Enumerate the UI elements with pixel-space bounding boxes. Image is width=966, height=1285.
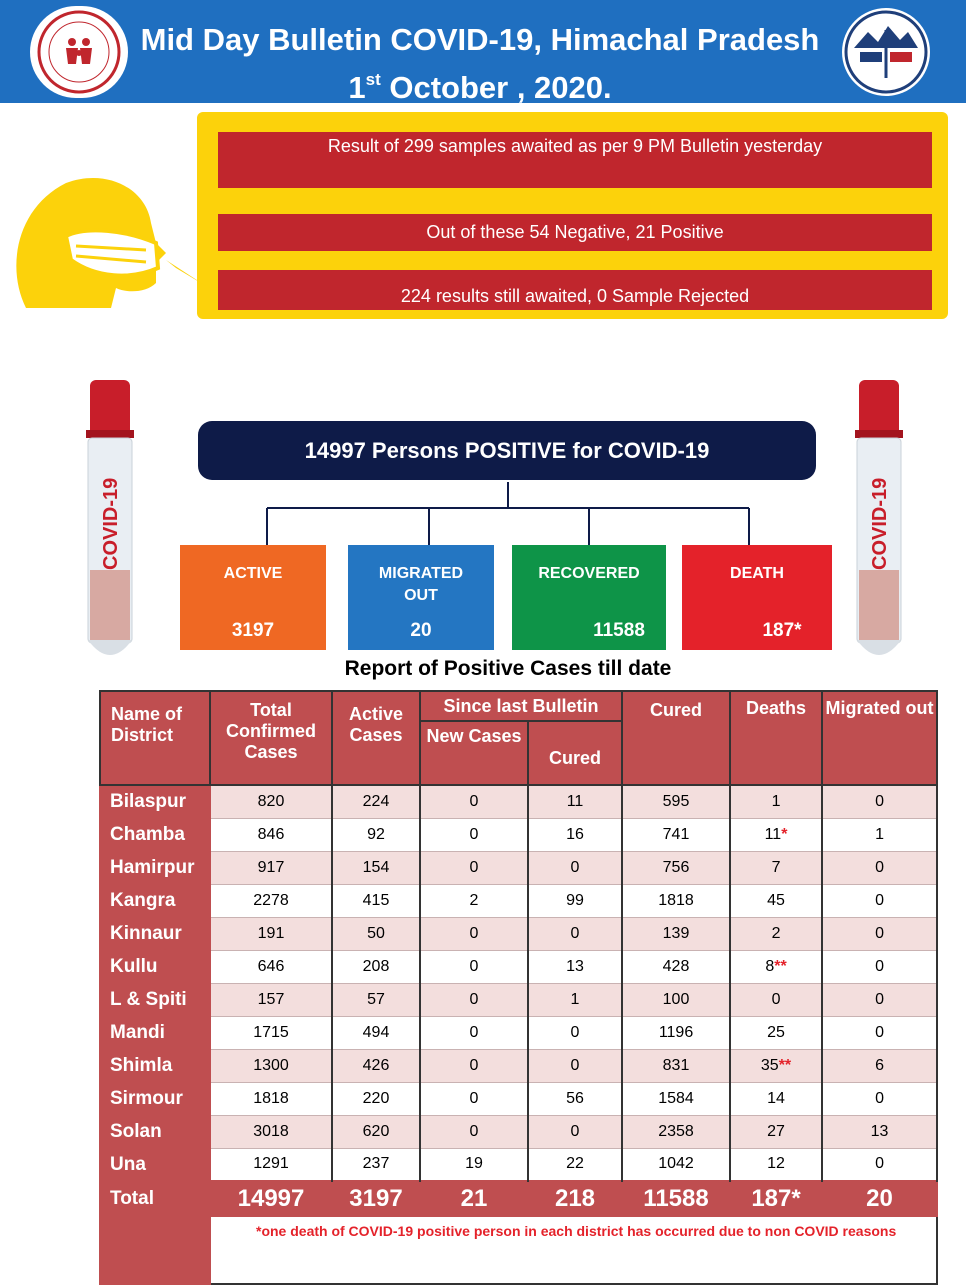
migrated-label-line1: MIGRATED bbox=[378, 565, 464, 582]
table-row bbox=[100, 1049, 937, 1082]
deaths-value: 7 bbox=[771, 858, 781, 876]
cured-cell: 1042 bbox=[622, 1148, 730, 1181]
since-cured-cell: 16 bbox=[528, 818, 622, 851]
total-active-cases-cell: 3197 bbox=[332, 1181, 420, 1216]
district-name-cell: Mandi bbox=[100, 1016, 210, 1049]
migrated-out-cell: 0 bbox=[822, 983, 937, 1016]
total-confirmed-cell: 2278 bbox=[210, 884, 332, 917]
header-district: Name of District bbox=[100, 691, 210, 785]
deaths-value: 2 bbox=[771, 924, 781, 942]
cured-cell: 831 bbox=[622, 1049, 730, 1082]
migrated-out-cell: 0 bbox=[822, 917, 937, 950]
since-cured-cell: 11 bbox=[528, 785, 622, 818]
total-migrated-out-cell: 20 bbox=[822, 1181, 937, 1216]
cured-cell: 1196 bbox=[622, 1016, 730, 1049]
deaths-value: 14 bbox=[767, 1089, 785, 1107]
migrated-out-cell: 0 bbox=[822, 785, 937, 818]
table-row bbox=[100, 818, 937, 851]
header-new-cases: New Cases bbox=[420, 721, 528, 785]
header-since-last-bulletin: Since last Bulletin bbox=[420, 691, 622, 721]
deaths-cell bbox=[730, 1049, 822, 1082]
bulletin-title: Mid Day Bulletin COVID-19, Himachal Pradesh bbox=[140, 22, 820, 57]
since-cured-cell: 0 bbox=[528, 851, 622, 884]
new-cases-cell: 0 bbox=[420, 818, 528, 851]
since-cured-cell: 0 bbox=[528, 1016, 622, 1049]
deaths-cell bbox=[730, 983, 822, 1016]
total-confirmed-cell: 820 bbox=[210, 785, 332, 818]
since-cured-cell: 0 bbox=[528, 1049, 622, 1082]
cured-cell: 2358 bbox=[622, 1115, 730, 1148]
table-row bbox=[100, 950, 937, 983]
total-confirmed-cell: 1818 bbox=[210, 1082, 332, 1115]
active-cases-cell: 426 bbox=[332, 1049, 420, 1082]
total-cured-cell: 11588 bbox=[622, 1181, 730, 1216]
cured-cell: 139 bbox=[622, 917, 730, 950]
cured-cell: 428 bbox=[622, 950, 730, 983]
header-since-cured: Cured bbox=[528, 721, 622, 785]
active-cases-cell: 208 bbox=[332, 950, 420, 983]
migrated-label bbox=[348, 563, 494, 607]
header-active-cases: Active Cases bbox=[332, 691, 420, 785]
district-name-cell: Solan bbox=[100, 1115, 210, 1148]
new-cases-cell: 0 bbox=[420, 917, 528, 950]
deaths-cell bbox=[730, 1016, 822, 1049]
date-suffix: st bbox=[365, 70, 381, 89]
migrated-label-line2: OUT bbox=[404, 587, 438, 604]
total-confirmed-cell: 917 bbox=[210, 851, 332, 884]
total-confirmed-cell: 191 bbox=[210, 917, 332, 950]
migrated-out-cell: 0 bbox=[822, 950, 937, 983]
tube-label-right: COVID-19 bbox=[869, 477, 891, 570]
district-name-cell: Kangra bbox=[100, 884, 210, 917]
national-health-mission-logo bbox=[30, 6, 128, 98]
deaths-cell bbox=[730, 851, 822, 884]
new-cases-cell: 0 bbox=[420, 950, 528, 983]
total-row bbox=[100, 1181, 937, 1216]
active-label: ACTIVE bbox=[223, 565, 283, 582]
district-name-cell: Sirmour bbox=[100, 1082, 210, 1115]
new-cases-cell: 0 bbox=[420, 785, 528, 818]
deaths-footnote-mark: ** bbox=[774, 957, 787, 975]
death-card bbox=[682, 545, 832, 650]
total-since-cured-cell: 218 bbox=[528, 1181, 622, 1216]
new-cases-cell: 0 bbox=[420, 1115, 528, 1148]
death-value: 187* bbox=[762, 620, 802, 641]
total-deaths-cell: 187* bbox=[730, 1181, 822, 1216]
migrated-out-cell: 0 bbox=[822, 851, 937, 884]
table-row bbox=[100, 983, 937, 1016]
new-cases-cell: 2 bbox=[420, 884, 528, 917]
table-row bbox=[100, 1082, 937, 1115]
district-cases-table bbox=[99, 690, 938, 1285]
deaths-value: 45 bbox=[767, 891, 785, 909]
since-cured-cell: 1 bbox=[528, 983, 622, 1016]
migrated-out-cell: 0 bbox=[822, 1082, 937, 1115]
total-total-confirmed-cell: 14997 bbox=[210, 1181, 332, 1216]
active-cases-card bbox=[180, 545, 326, 650]
total-confirmed-cell: 157 bbox=[210, 983, 332, 1016]
deaths-value: 1 bbox=[771, 792, 781, 810]
table-row bbox=[100, 1148, 937, 1181]
deaths-cell bbox=[730, 818, 822, 851]
since-cured-cell: 99 bbox=[528, 884, 622, 917]
migrated-out-cell: 0 bbox=[822, 1148, 937, 1181]
report-title: Report of Positive Cases till date bbox=[344, 657, 672, 680]
footnote-row bbox=[100, 1216, 937, 1284]
table-row bbox=[100, 884, 937, 917]
migrated-value: 20 bbox=[410, 620, 432, 641]
active-cases-cell: 620 bbox=[332, 1115, 420, 1148]
deaths-cell bbox=[730, 1115, 822, 1148]
footnote-text: *one death of COVID-19 positive person in each district has occurred due to non COVID reasons bbox=[210, 1216, 937, 1284]
active-cases-cell: 92 bbox=[332, 818, 420, 851]
new-cases-cell: 0 bbox=[420, 1049, 528, 1082]
total-confirmed-cell: 3018 bbox=[210, 1115, 332, 1148]
tube-label-left: COVID-19 bbox=[100, 477, 122, 570]
district-name-cell: Chamba bbox=[100, 818, 210, 851]
since-cured-cell: 0 bbox=[528, 1115, 622, 1148]
district-name-cell: Hamirpur bbox=[100, 851, 210, 884]
since-cured-cell: 22 bbox=[528, 1148, 622, 1181]
active-cases-cell: 57 bbox=[332, 983, 420, 1016]
active-cases-cell: 154 bbox=[332, 851, 420, 884]
death-label: DEATH bbox=[730, 565, 784, 582]
district-name-cell: L & Spiti bbox=[100, 983, 210, 1016]
active-cases-cell: 494 bbox=[332, 1016, 420, 1049]
new-cases-cell: 0 bbox=[420, 983, 528, 1016]
deaths-cell bbox=[730, 884, 822, 917]
table-row bbox=[100, 851, 937, 884]
deaths-value: 11 bbox=[764, 825, 782, 843]
header-total-confirmed: Total Confirmed Cases bbox=[210, 691, 332, 785]
cured-cell: 1818 bbox=[622, 884, 730, 917]
table-row bbox=[100, 1115, 937, 1148]
table-row bbox=[100, 785, 937, 818]
deaths-footnote-mark: ** bbox=[778, 1056, 792, 1074]
since-cured-cell: 56 bbox=[528, 1082, 622, 1115]
deaths-cell bbox=[730, 950, 822, 983]
masked-head-icon bbox=[6, 168, 206, 313]
cured-cell: 756 bbox=[622, 851, 730, 884]
recovered-label: RECOVERED bbox=[538, 565, 640, 582]
deaths-cell bbox=[730, 1148, 822, 1181]
total-confirmed-cell: 646 bbox=[210, 950, 332, 983]
footnote-spacer bbox=[100, 1216, 210, 1284]
deaths-value: 25 bbox=[767, 1023, 785, 1041]
new-cases-cell: 0 bbox=[420, 1016, 528, 1049]
migrated-out-cell: 13 bbox=[822, 1115, 937, 1148]
deaths-cell bbox=[730, 1082, 822, 1115]
active-cases-cell: 237 bbox=[332, 1148, 420, 1181]
table-row bbox=[100, 1016, 937, 1049]
migrated-out-cell: 0 bbox=[822, 884, 937, 917]
deaths-value: 12 bbox=[767, 1155, 785, 1173]
total-confirmed-cell: 1300 bbox=[210, 1049, 332, 1082]
since-cured-cell: 13 bbox=[528, 950, 622, 983]
active-cases-cell: 50 bbox=[332, 917, 420, 950]
migrated-out-cell: 1 bbox=[822, 818, 937, 851]
samples-result-message: Out of these 54 Negative, 21 Positive bbox=[218, 214, 932, 251]
header-cured: Cured bbox=[622, 691, 730, 785]
cured-cell: 1584 bbox=[622, 1082, 730, 1115]
deaths-cell bbox=[730, 785, 822, 818]
cured-cell: 595 bbox=[622, 785, 730, 818]
deaths-footnote-mark: * bbox=[781, 825, 788, 843]
deaths-value: 27 bbox=[767, 1122, 785, 1140]
samples-awaited-message: Result of 299 samples awaited as per 9 PM Bulletin yesterday bbox=[218, 132, 932, 188]
migrated-out-card bbox=[348, 545, 494, 650]
summary-connector-lines bbox=[0, 480, 966, 550]
district-name-cell: Kullu bbox=[100, 950, 210, 983]
total-confirmed-cell: 1291 bbox=[210, 1148, 332, 1181]
table-row bbox=[100, 917, 937, 950]
active-cases-cell: 415 bbox=[332, 884, 420, 917]
district-name-cell: Kinnaur bbox=[100, 917, 210, 950]
new-cases-cell: 19 bbox=[420, 1148, 528, 1181]
header-migrated-out: Migrated out bbox=[822, 691, 937, 785]
active-cases-cell: 220 bbox=[332, 1082, 420, 1115]
district-name-cell: Una bbox=[100, 1148, 210, 1181]
active-cases-cell: 224 bbox=[332, 785, 420, 818]
migrated-out-cell: 6 bbox=[822, 1049, 937, 1082]
total-confirmed-cell: 1715 bbox=[210, 1016, 332, 1049]
since-cured-cell: 0 bbox=[528, 917, 622, 950]
district-name-cell: Bilaspur bbox=[100, 785, 210, 818]
migrated-out-cell: 0 bbox=[822, 1016, 937, 1049]
cured-cell: 741 bbox=[622, 818, 730, 851]
date-day: 1 bbox=[348, 70, 366, 105]
cured-cell: 100 bbox=[622, 983, 730, 1016]
recovered-card bbox=[512, 545, 666, 650]
positive-total-banner: 14997 Persons POSITIVE for COVID-19 bbox=[198, 421, 816, 480]
bulletin-date bbox=[130, 62, 830, 106]
recovered-value: 11588 bbox=[593, 620, 645, 641]
active-value: 3197 bbox=[231, 620, 275, 641]
total-new-cases-cell: 21 bbox=[420, 1181, 528, 1216]
health-department-logo bbox=[842, 8, 930, 96]
deaths-value: 8 bbox=[765, 957, 775, 975]
table-body bbox=[100, 785, 937, 1284]
new-cases-cell: 0 bbox=[420, 1082, 528, 1115]
deaths-value: 35 bbox=[760, 1056, 779, 1074]
new-cases-cell: 0 bbox=[420, 851, 528, 884]
header-deaths: Deaths bbox=[730, 691, 822, 785]
samples-pending-message: 224 results still awaited, 0 Sample Rejected bbox=[218, 270, 932, 310]
deaths-cell bbox=[730, 917, 822, 950]
date-rest: October , 2020. bbox=[380, 70, 612, 105]
deaths-value: 0 bbox=[771, 990, 781, 1008]
district-name-cell: Shimla bbox=[100, 1049, 210, 1082]
total-label: Total bbox=[100, 1181, 210, 1216]
total-confirmed-cell: 846 bbox=[210, 818, 332, 851]
